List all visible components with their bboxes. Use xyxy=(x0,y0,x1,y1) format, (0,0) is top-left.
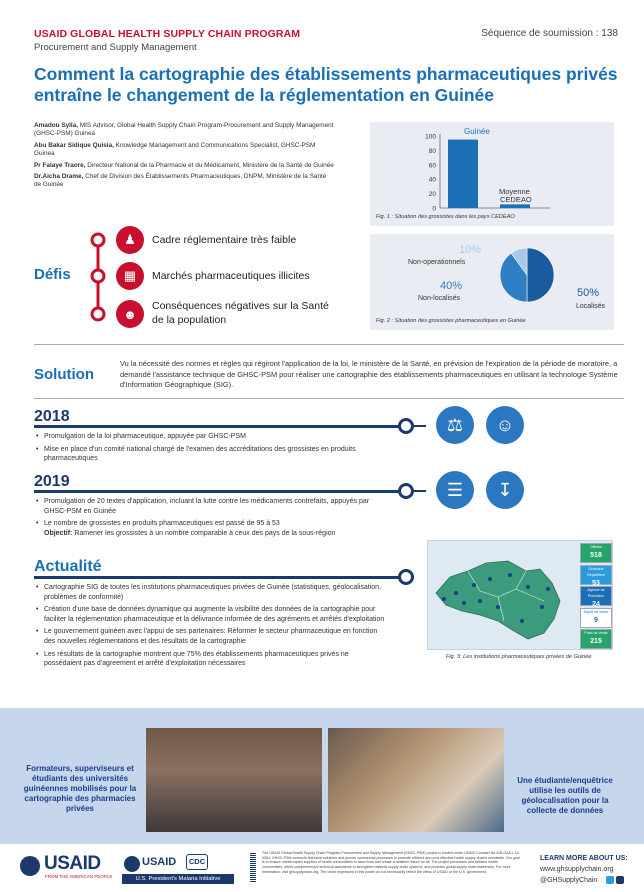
pie-pct-nonloc: 40% xyxy=(440,280,463,292)
y-tick-label: 0 xyxy=(432,205,436,213)
actualite-heading: Actualité xyxy=(34,558,102,575)
stat-card xyxy=(580,543,612,563)
defi-item: Marchés pharmaceutiques illicites xyxy=(152,270,310,282)
student-photo xyxy=(328,728,504,832)
decrease-chart-icon: ↧ xyxy=(486,471,524,509)
objectif-text: Ramener les grossistes à un nombre comparable à ceux des pays de la sous-région xyxy=(72,529,336,537)
solution-heading: Solution xyxy=(34,366,94,383)
pmi-banner: U.S. President's Malaria Initiative xyxy=(122,874,234,884)
group-photo xyxy=(146,728,322,832)
subprogram-name: Procurement and Supply Management xyxy=(34,42,197,53)
scales-icon: ⚖ xyxy=(436,406,474,444)
author-entry: Pr Falaye Traore, Directeur National de la Pharmacie et du Médicament, Ministère de la Santé de Guinée xyxy=(34,161,334,169)
timeline-bar xyxy=(34,490,404,493)
learn-more-label: LEARN MORE ABOUT US: xyxy=(540,855,628,862)
bullet-item: • Le nombre de grossistes en produits pharmaceutiques est passé de 95 à 53 Objectif: Ramener les grossistes à un nombre comparable à ceux des pays de la sous-région xyxy=(36,519,386,538)
bullet-item: • Les résultats de la cartographie montrent que 75% des établissements pharmaceutiques privés ne possédaient pas d'agreement et arrêté d'exploitation nécessaires xyxy=(36,650,386,669)
pie-label-nonop: Non-operationnels xyxy=(408,259,466,266)
poster-title: Comment la cartographie des établissements pharmaceutiques privés entraîne le changement de la réglementation en Guinée xyxy=(34,64,618,105)
stat-title: Officine xyxy=(589,545,603,549)
fig2-pie-chart xyxy=(370,234,614,330)
pie-pct-nonop: 10% xyxy=(459,244,482,256)
timeline-node xyxy=(398,569,414,585)
caduceus-icon xyxy=(250,852,256,882)
timeline-node xyxy=(398,483,414,499)
bar-label-moyenne: Moyenne xyxy=(499,187,530,196)
usaid-small-logo: USAID xyxy=(142,856,177,868)
stat-card xyxy=(580,565,612,585)
fig1-caption: Fig. 1 : Situation des grossistes dans les pays CEDEAO xyxy=(376,214,515,220)
committee-icon: ☺ xyxy=(486,406,524,444)
objectif-label: Objectif: xyxy=(44,529,73,537)
section-divider xyxy=(34,398,624,399)
stat-title: Point de Vente xyxy=(584,631,608,635)
disclaimer-text: The USAID Global Health Supply Chain Program-Procurement and Supply Management (GHSC-PSM) project is funded under USAID Contract No.AID-OAA-I-15-0004. GHSC-PSM connects technical solutions and proven commercial processes to promote efficient and cost-effective health supply chains worldwide. Our goal is to ensure uninterrupted supplies of health commodities to save lives and create a healthier future for all. The project purchases and delivers health commodities, offers comprehensive technical assistance to strengthen national supply chain systems, and provides global supply chain leadership. For more information, visit ghsupplychain.org. The views expressed in this poster do not necessarily reflect the views of USAID or the U.S. government. xyxy=(262,851,520,874)
bullet-item: • Le gouvernement guinéen avec l'appui de ses partenaires: Réformer le secteur pharmaceutique en fonction des nouvelles réglementations et des résultats de la cartographie xyxy=(36,627,386,646)
twitter-icon[interactable] xyxy=(606,876,614,884)
bullet-item: • Promulgation de 20 textes d'application, incluant la lutte contre les médicaments contrefaits, appuyés par GHSC-PSM en Guinée xyxy=(36,497,386,516)
y-tick-label: 80 xyxy=(428,147,436,155)
stat-title: Dépôt de Vente xyxy=(583,609,609,614)
bullet-item: • Promulgation de la loi pharmaceutique, appuyée par GHSC-PSM xyxy=(36,432,386,442)
right-photo-caption: Une étudiante/enquêtrice utilise les outils de géolocalisation pour la collecte de données xyxy=(517,776,613,815)
guinea-map xyxy=(428,541,578,649)
bullets-actualite xyxy=(36,583,386,672)
stat-value: 24 xyxy=(592,601,600,608)
bullet-item: • Cartographie SIG de toutes les institutions pharmaceutiques privées de Guinée (statistiques, géolocalisation, problèmes de conformité) xyxy=(36,583,386,602)
medicine-icon: ▦ xyxy=(116,262,144,290)
session-number: Séquence de soumission : 138 xyxy=(481,28,618,39)
bar-1 xyxy=(500,204,530,208)
y-tick-label: 40 xyxy=(428,176,436,184)
solution-text: Vu la nécessité des normes et règles qui régiront l'application de la loi, le ministère de la Santé, en prévision de l'expiration de la période de moratoire, a demandé l'assistance technique de GHSC-PSM pour réaliser une cartographie des établissements pharmaceutiques en utilisant la technologie Système d'Information Géographique (SIG). xyxy=(120,359,618,389)
usaid-tagline: FROM THE AMERICAN PEOPLE xyxy=(45,874,113,879)
left-photo-caption: Formateurs, superviseurs et étudiants des universités guinéennes mobilisés pour la cartographie des pharmacies privées xyxy=(23,764,137,813)
fig1-box xyxy=(370,122,614,226)
bar-0 xyxy=(448,140,478,208)
stat-value: 9 xyxy=(594,616,598,624)
stat-title: Agence de Promotion xyxy=(587,588,605,598)
timeline-bar xyxy=(34,425,404,428)
author-entry: Abu Bakar Sidique Quisia, Knowledge Management and Communications Specialist, GHSC-PSM Guinea xyxy=(34,141,316,158)
timeline-connector xyxy=(414,490,426,492)
fig2-box xyxy=(370,234,614,330)
stat-card xyxy=(580,608,612,628)
pie-label-nonloc: Non-localisés xyxy=(418,295,461,302)
usaid-small-seal-icon xyxy=(124,856,140,872)
fig3-stats-panel xyxy=(580,543,612,651)
authors-block xyxy=(34,122,334,193)
program-name: USAID GLOBAL HEALTH SUPPLY CHAIN PROGRAM xyxy=(34,28,301,40)
social-handle[interactable]: @GHSupplyChain xyxy=(540,877,598,884)
bar-label-cedeao: CEDEAO xyxy=(500,195,532,204)
timeline-bar xyxy=(34,576,404,579)
fig3-caption: Fig. 3: Les institutions pharmaceutiques privées de Guinée xyxy=(446,654,592,660)
fig1-bar-chart xyxy=(370,122,614,226)
bullets-2019 xyxy=(36,497,386,541)
fig3-map-box xyxy=(427,540,613,650)
website-link[interactable]: www.ghsupplychain.org xyxy=(540,866,614,873)
stat-title: Grossiste Répartiteur xyxy=(587,566,605,577)
stat-card xyxy=(580,586,612,606)
section-divider xyxy=(34,344,624,345)
pie-slice-0 xyxy=(527,248,554,302)
cdc-logo: CDC xyxy=(186,854,208,870)
y-tick-label: 100 xyxy=(425,133,436,141)
defi-item: Cadre réglementaire très faible xyxy=(152,234,297,246)
pie-pct-loc: 50% xyxy=(577,287,600,299)
documents-icon: ☰ xyxy=(436,471,474,509)
family-icon: ☻ xyxy=(116,300,144,328)
pie-label-loc: Localisés xyxy=(576,303,606,310)
linkedin-icon[interactable] xyxy=(616,876,624,884)
stat-card xyxy=(580,629,612,649)
usaid-logo: USAID xyxy=(44,853,101,874)
defis-heading: Défis xyxy=(34,266,71,283)
stat-value: 215 xyxy=(590,638,602,645)
usaid-seal-icon xyxy=(20,856,40,876)
bullet-item: • Mise en place d'un comité national chargé de l'examen des accréditations des grossistes en produits pharmaceutiques xyxy=(36,445,386,464)
y-tick-label: 60 xyxy=(428,162,436,170)
stat-value: 518 xyxy=(590,552,602,559)
bullet-item: • Création d'une base de données dynamique qui augmente la visibilité des données de la cartographie pour faciliter la réglementation pharmaceutique et la délivrance informée de des agréments et arrêtés d'exploitation xyxy=(36,605,386,624)
defi-item: Conséquences négatives sur la Santé de la population xyxy=(152,300,329,326)
author-entry: Amadou Sylla, MIS Advisor, Global Health Supply Chain Program-Procurement and Supply Management (GHSC-PSM) Guinea xyxy=(34,122,334,138)
bar-label-guinee: Guinée xyxy=(464,127,490,136)
bullets-2018 xyxy=(36,432,386,467)
year-2019: 2019 xyxy=(34,473,70,490)
timeline-node xyxy=(398,418,414,434)
stat-value: 53 xyxy=(592,579,600,587)
person-icon: ♟ xyxy=(116,226,144,254)
fig2-caption: Fig. 2 : Situation des grossistes pharmaceutiques en Guinée xyxy=(376,318,526,324)
y-tick-label: 20 xyxy=(428,191,436,199)
timeline-connector xyxy=(414,425,426,427)
author-entry: Dr.Aicha Drame, Chef de Division des Établissements Pharmaceutiques, DNPM, Ministère de la Santé de Guinée xyxy=(34,173,327,189)
year-2018: 2018 xyxy=(34,408,70,425)
